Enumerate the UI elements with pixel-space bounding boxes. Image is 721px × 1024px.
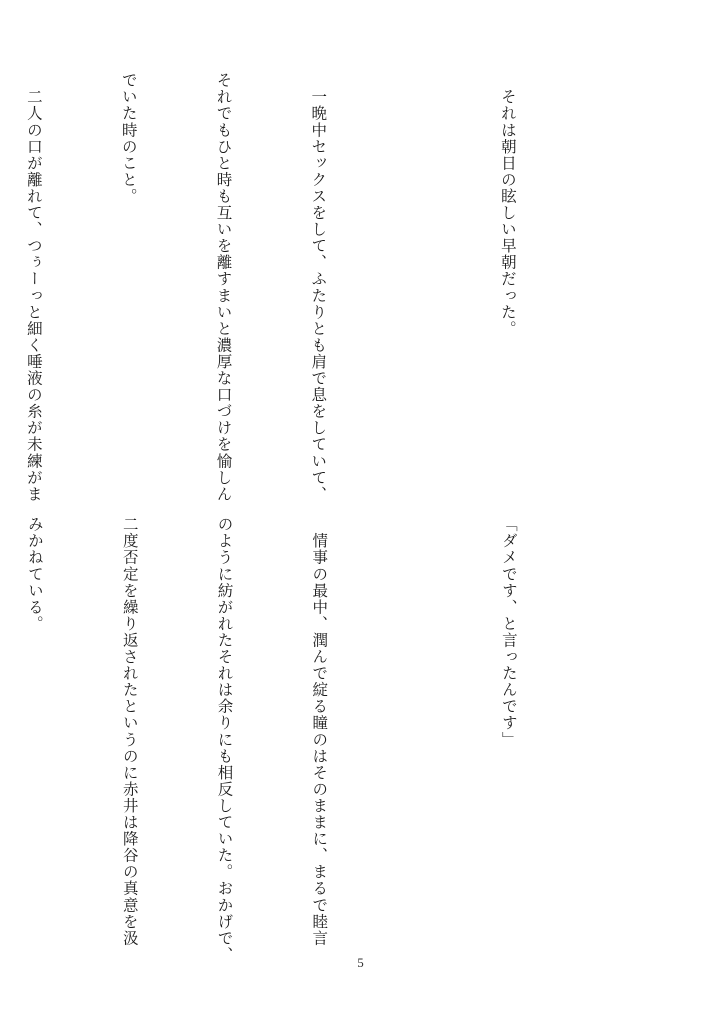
text-line — [397, 516, 429, 936]
text-line: 一晩中セックスをして、ふたりとも肩で息をしていて、 — [309, 72, 328, 503]
page-number: 5 — [357, 955, 364, 970]
text-line: 二人の口が離れて、つぅーっと細く唾液の糸が未練がま — [24, 72, 43, 503]
text-line: みかねている。 — [25, 516, 44, 632]
text-line: それでもひと時も互いを離すまいと濃厚な口づけを愉しん — [214, 72, 233, 503]
text-line: 情事の最中、潤んで綻る瞳のはそのままに、まるで睦言 — [310, 516, 329, 947]
bottom-text-block — [0, 516, 587, 963]
text-line: のように紡がれたそれは余りにも相反していた。おかげで、 — [215, 516, 234, 963]
text-line: でいた時のこと。 — [119, 72, 138, 205]
text-line — [396, 72, 428, 492]
text-line: 「ダメです、と言ったんです」 — [499, 516, 518, 748]
text-line: それは朝日の眩しい早朝だった。 — [498, 72, 517, 337]
top-text-block — [0, 72, 586, 503]
text-line: 二度否定を繰り返されたというのに赤井は降谷の真意を汲 — [120, 516, 139, 947]
